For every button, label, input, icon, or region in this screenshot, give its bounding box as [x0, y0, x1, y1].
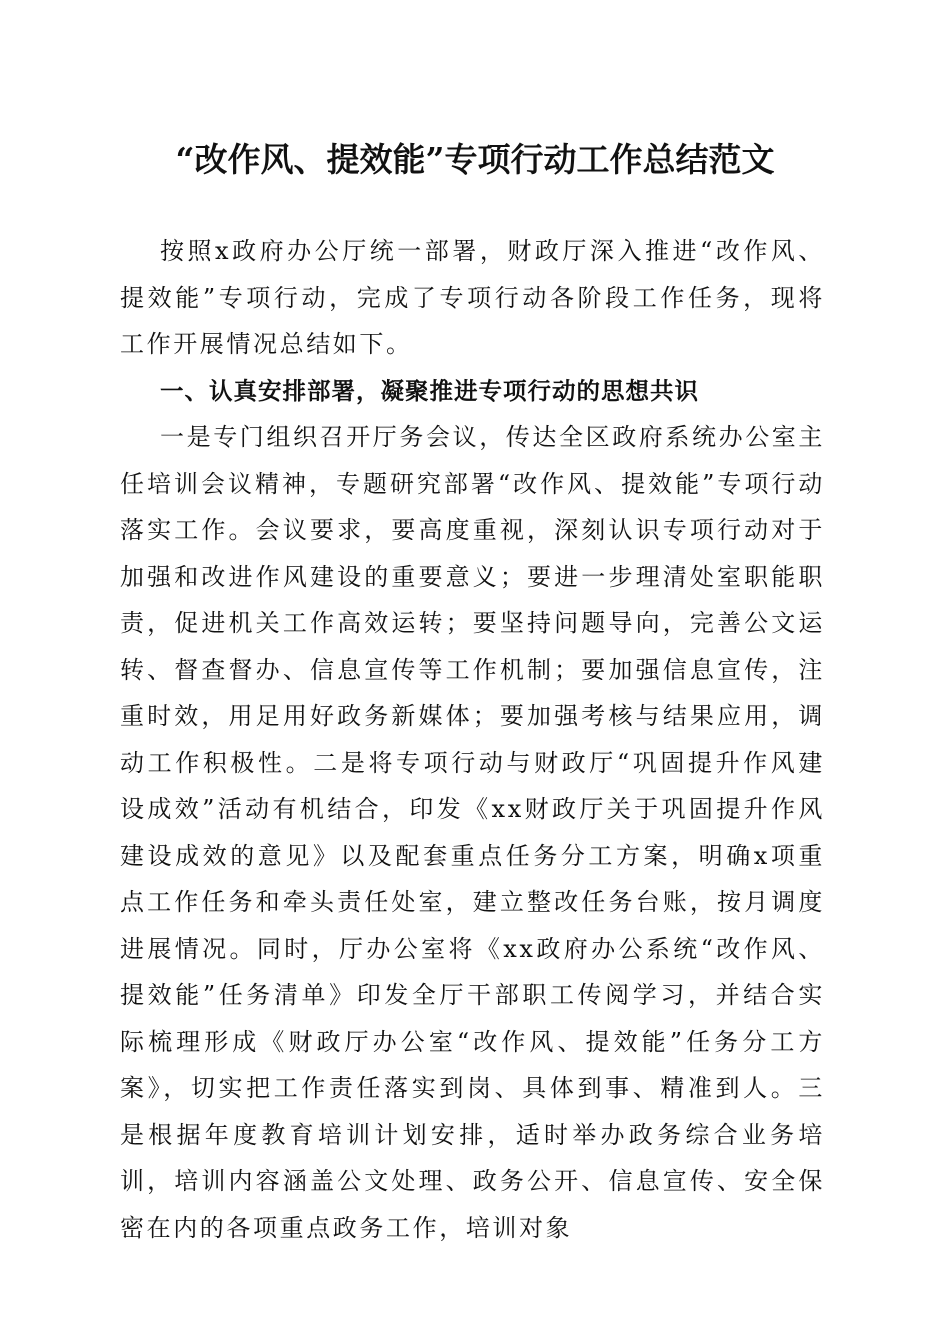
section-heading-1: 一、认真安排部署，凝聚推进专项行动的思想共识 — [160, 376, 699, 405]
document-body — [120, 228, 825, 1251]
document-title: “改作风、提效能”专项行动工作总结范文 — [175, 140, 775, 179]
intro-paragraph: 按照x政府办公厅统一部署，财政厅深入推进“改作风、提效能”专项行动，完成了专项行动各阶段工作任务，现将工作开展情况总结如下。 — [120, 237, 825, 358]
section-1-paragraph: 一是专门组织召开厅务会议，传达全区政府系统办公室主任培训会议精神，专题研究部署“改作风、提效能”专项行动落实工作。会议要求，要高度重视，深刻认识专项行动对于加强和改进作风建设的重要意义；要进一步理清处室职能职责，促进机关工作高效运转；要坚持问题导向，完善公文运转、督查督办、信息宣传等工作机制；要加强信息宣传，注重时效，用足用好政务新媒体；要加强考核与结果应用，调动工作积极性。二是将专项行动与财政厅“巩固提升作风建设成效”活动有机结合，印发《xx财政厅关于巩固提升作风建设成效的意见》以及配套重点任务分工方案，明确x项重点工作任务和牵头责任处室，建立整改任务台账，按月调度进展情况。同时，厅办公室将《xx政府办公系统“改作风、提效能”任务清单》印发全厅干部职工传阅学习，并结合实际梳理形成《财政厅办公室“改作风、提效能”任务分工方案》，切实把工作责任落实到岗、具体到事、精准到人。三是根据年度教育培训计划安排，适时举办政务综合业务培训，培训内容涵盖公文处理、政务公开、信息宣传、安全保密在内的各项重点政务工作，培训对象 — [120, 423, 825, 1242]
